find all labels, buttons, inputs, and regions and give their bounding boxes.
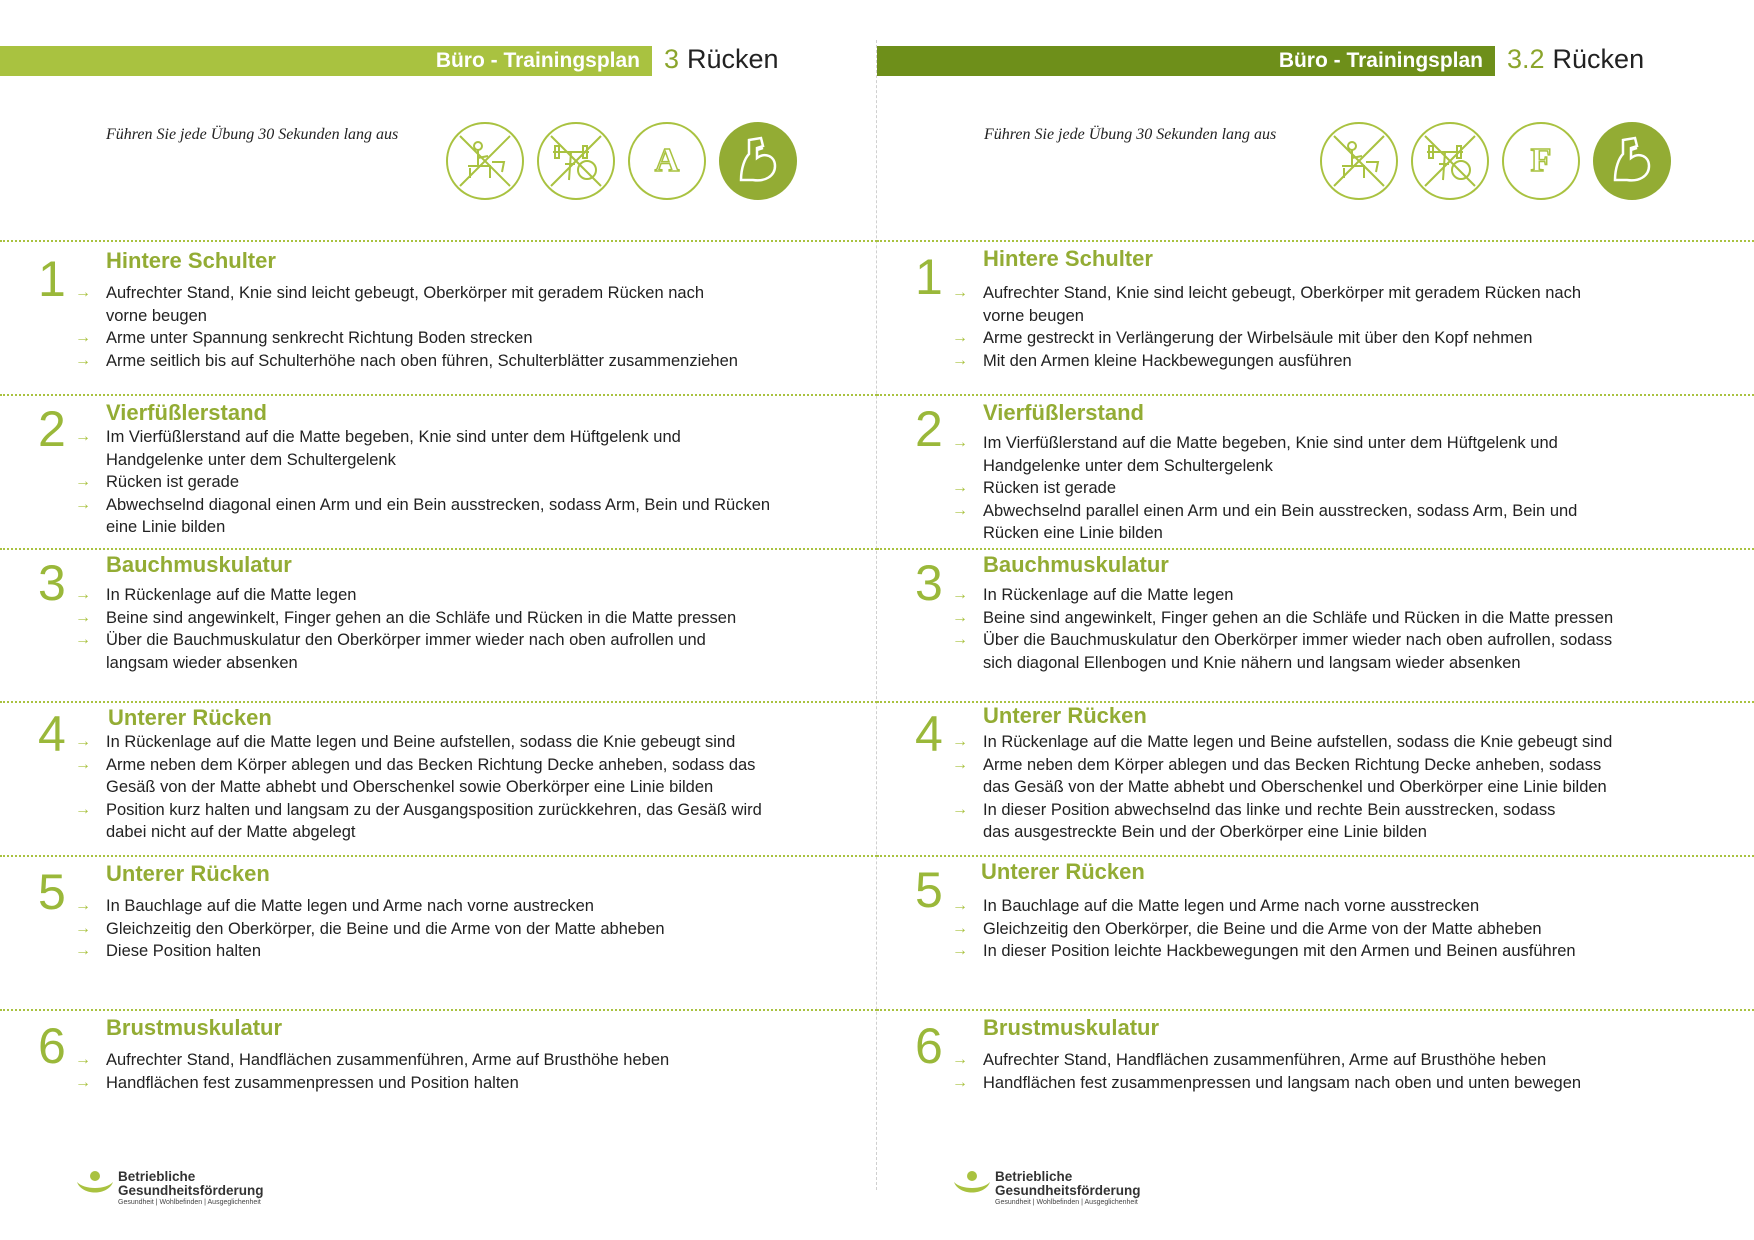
exercise-title: Unterer Rücken [106,861,270,886]
step-item: → In dieser Position leichte Hackbewegungen mit den Armen und Beinen ausführen [952,940,1576,963]
exercise-number: 4 [38,706,66,762]
arrow-right-icon: → [75,428,91,445]
arrow-right-icon: → [952,479,968,496]
exercise-number: 6 [38,1018,66,1074]
exercise-steps [952,282,1581,372]
arrow-right-icon: → [75,495,91,513]
exercise-number: 6 [915,1018,943,1074]
company-logo [76,1170,264,1206]
exercise-4 [0,701,877,857]
step-item: → In dieser Position abwechselnd das linke und rechte Bein ausstrecken, sodass das ausgestreckte Bein und der Oberkörper eine Linie bilden [952,800,1556,841]
company-logo [953,1170,1141,1206]
arrow-right-icon: → [952,631,968,648]
section-label: Rücken [687,44,779,74]
arrow-right-icon: → [75,329,91,346]
arrow-right-icon: → [952,755,968,773]
step-item: → Arme neben dem Körper ablegen und das Becken Richtung Decke anheben, sodass das Gesäß von der Matte abhebt und Oberschenkel sowie Oberkörper eine Linie bilden [75,755,756,796]
instruction-text: Führen Sie jede Übung 30 Sekunden lang aus [106,126,399,143]
step-item: → Aufrechter Stand, Handflächen zusammenführen, Arme auf Brusthöhe heben [75,1049,669,1072]
header-section [1507,44,1644,75]
exercise-steps [75,731,762,844]
arrow-right-icon: → [952,434,968,451]
exercise-title: Bauchmuskulatur [983,552,1169,577]
logo-tagline: Gesundheit | Wohlbefinden | Ausgeglichenheit [995,1199,1138,1206]
exercise-steps [952,731,1612,844]
arrow-right-icon: → [75,942,91,959]
step-item: → In Bauchlage auf die Matte legen und Arme nach vorne ausstrecken [952,895,1576,918]
arrow-right-icon: → [952,586,968,603]
logo-tagline: Gesundheit | Wohlbefinden | Ausgeglichenheit [118,1199,261,1206]
header-title: Büro - Trainingsplan [1278,49,1483,72]
exercise-number: 1 [915,249,943,305]
exercise-number: 3 [915,555,943,611]
step-item: → Rücken ist gerade [952,477,1577,500]
logo-line-1: Betriebliche [118,1169,196,1184]
step-item: → Handflächen fest zusammenpressen und langsam nach oben und unten bewegen [952,1072,1581,1095]
step-item: → Aufrechter Stand, Handflächen zusammenführen, Arme auf Brusthöhe heben [952,1049,1581,1072]
exercise-number: 5 [915,862,943,918]
exercise-title: Vierfüßlerstand [983,400,1144,425]
header-bar [877,46,1495,76]
logo-text [118,1170,264,1206]
step-item: → Im Vierfüßlerstand auf die Matte begeben, Knie sind unter dem Hüftgelenk und Handgelenke unter dem Schultergelenk [75,428,681,469]
step-item: → Rücken ist gerade [75,471,770,494]
step-item: → In Bauchlage auf die Matte legen und Arme nach vorne austrecken [75,895,665,918]
section-label: Rücken [1552,44,1645,74]
arrow-right-icon: → [75,919,91,937]
step-item: → Gleichzeitig den Oberkörper, die Beine und die Arme von der Matte abheben [952,918,1576,941]
step-item: → Beine sind angewinkelt, Finger gehen an die Schläfe und Rücken in die Matte pressen [75,607,736,630]
arrow-right-icon: → [952,608,968,626]
person-at-desk-crossed-icon [446,122,524,200]
step-item: → Mit den Armen kleine Hackbewegungen ausführen [952,350,1581,373]
step-item: → In Rückenlage auf die Matte legen und Beine aufstellen, sodass die Knie gebeugt sind [952,731,1612,754]
arrow-right-icon: → [75,631,91,648]
letter-a-icon [628,122,706,200]
arrow-right-icon: → [952,1051,968,1068]
logo-line-1: Betriebliche [995,1169,1073,1184]
step-item: → Gleichzeitig den Oberkörper, die Beine und die Arme von der Matte abheben [75,918,665,941]
arrow-right-icon: → [75,733,91,750]
exercise-1 [877,240,1754,398]
step-item: → Diese Position halten [75,940,665,963]
level-letter: F [1530,142,1552,179]
step-item: → Arme neben dem Körper ablegen und das Becken Richtung Decke anheben, sodass das Gesäß von der Matte abhebt und Oberschenkel und Oberkörper eine Linie bilden [952,755,1607,796]
arrow-right-icon: → [75,473,91,490]
exercise-title: Unterer Rücken [108,705,272,730]
step-item: → Arme gestreckt in Verlängerung der Wirbelsäule mit über den Kopf nehmen [952,327,1581,350]
header-bar [0,46,652,76]
arrow-right-icon: → [952,942,968,959]
step-item: → Über die Bauchmuskulatur den Oberkörper immer wieder nach oben aufrollen, sodass sich diagonal Ellenbogen und Knie nähern und langsam wieder absenken [952,631,1613,672]
arrow-right-icon: → [952,919,968,937]
level-letter: A [654,142,680,179]
exercise-title: Unterer Rücken [983,703,1147,728]
arrow-right-icon: → [75,351,91,369]
arrow-right-icon: → [75,1051,91,1068]
exercise-title: Vierfüßlerstand [106,400,267,425]
exercise-number: 2 [915,401,943,457]
step-item: → In Rückenlage auf die Matte legen [952,584,1613,607]
exercise-title: Hintere Schulter [983,246,1153,271]
exercise-title: Brustmuskulatur [983,1015,1160,1040]
arrow-right-icon: → [75,608,91,626]
exercise-4 [877,701,1754,857]
arrow-right-icon: → [952,329,968,346]
logo-mark-icon [76,1170,114,1200]
step-item: → Arme seitlich bis auf Schulterhöhe nach oben führen, Schulterblätter zusammenziehen [75,350,738,373]
exercise-number: 2 [38,401,66,457]
arrow-right-icon: → [952,284,968,301]
exercise-steps [75,282,738,372]
letter-f-icon [1502,122,1580,200]
arrow-right-icon: → [952,733,968,750]
icon-row [446,122,797,200]
logo-text [995,1170,1141,1206]
step-item: → Aufrechter Stand, Knie sind leicht gebeugt, Oberkörper mit geradem Rücken nach vorne beugen [952,284,1581,325]
exercise-steps [75,895,665,963]
step-item: → Abwechselnd diagonal einen Arm und ein Bein ausstrecken, sodass Arm, Bein und Rücken eine Linie bilden [75,495,771,536]
exercise-steps [75,584,736,674]
logo-line-2: Gesundheitsförderung [995,1182,1141,1198]
exercise-number: 3 [38,555,66,611]
weights-and-ball-crossed-icon [1411,122,1489,200]
header-section [664,44,779,75]
exercise-title: Unterer Rücken [981,859,1145,884]
exercise-6 [0,1009,877,1131]
step-item: → Beine sind angewinkelt, Finger gehen an die Schläfe und Rücken in die Matte pressen [952,607,1613,630]
section-number: 3.2 [1507,44,1545,74]
exercise-number: 1 [38,251,66,307]
arrow-right-icon: → [75,800,91,818]
exercise-steps [75,426,770,539]
person-at-desk-crossed-icon [1320,122,1398,200]
exercise-1 [0,240,877,398]
logo-line-2: Gesundheitsförderung [118,1182,264,1198]
arrow-right-icon: → [75,897,91,914]
step-item: → Abwechselnd parallel einen Arm und ein Bein ausstrecken, sodass Arm, Bein und Rücken eine Linie bilden [952,501,1578,542]
step-item: → Position kurz halten und langsam zu der Ausgangsposition zurückkehren, das Gesäß wird dabei nicht auf der Matte abgelegt [75,800,762,841]
step-item: → In Rückenlage auf die Matte legen [75,584,736,607]
weights-and-ball-crossed-icon [537,122,615,200]
exercise-title: Brustmuskulatur [106,1015,283,1040]
exercise-steps [75,1049,669,1094]
exercise-steps [952,584,1613,674]
step-item: → Arme unter Spannung senkrecht Richtung Boden strecken [75,327,738,350]
arrow-right-icon: → [75,1073,91,1091]
arrow-right-icon: → [952,800,968,818]
step-item: → Im Vierfüßlerstand auf die Matte begeben, Knie sind unter dem Hüftgelenk und Handgelenke unter dem Schultergelenk [952,434,1558,475]
arrow-right-icon: → [952,1073,968,1091]
training-page-right [877,0,1754,1240]
exercise-2 [0,394,877,550]
step-item: → Handflächen fest zusammenpressen und Position halten [75,1072,669,1095]
instruction-text: Führen Sie jede Übung 30 Sekunden lang aus [984,126,1277,143]
section-number: 3 [664,44,680,74]
header-title: Büro - Trainingsplan [435,49,640,72]
exercise-2 [877,394,1754,550]
exercise-number: 5 [38,864,66,920]
flexed-arm-icon [1593,122,1671,200]
arrow-right-icon: → [75,284,91,301]
arrow-right-icon: → [75,755,91,773]
exercise-steps [952,432,1577,545]
logo-mark-icon [953,1170,991,1200]
exercise-title: Hintere Schulter [106,248,276,273]
arrow-right-icon: → [952,501,968,519]
arrow-right-icon: → [75,586,91,603]
arrow-right-icon: → [952,897,968,914]
step-item: → Aufrechter Stand, Knie sind leicht gebeugt, Oberkörper mit geradem Rücken nach vorne beugen [75,284,704,325]
step-item: → Über die Bauchmuskulatur den Oberkörper immer wieder nach oben aufrollen und langsam wieder absenken [75,631,706,672]
icon-row [1320,122,1671,200]
arrow-right-icon: → [952,351,968,369]
exercise-3 [877,548,1754,702]
exercise-6 [877,1009,1754,1131]
exercise-title: Bauchmuskulatur [106,552,292,577]
exercise-3 [0,548,877,702]
step-item: → In Rückenlage auf die Matte legen und Beine aufstellen, sodass die Knie gebeugt sind [75,731,762,754]
exercise-5 [0,855,877,1011]
exercise-5 [877,855,1754,1011]
exercise-steps [952,1049,1581,1094]
flexed-arm-icon [719,122,797,200]
exercise-number: 4 [915,706,943,762]
exercise-steps [952,895,1576,963]
